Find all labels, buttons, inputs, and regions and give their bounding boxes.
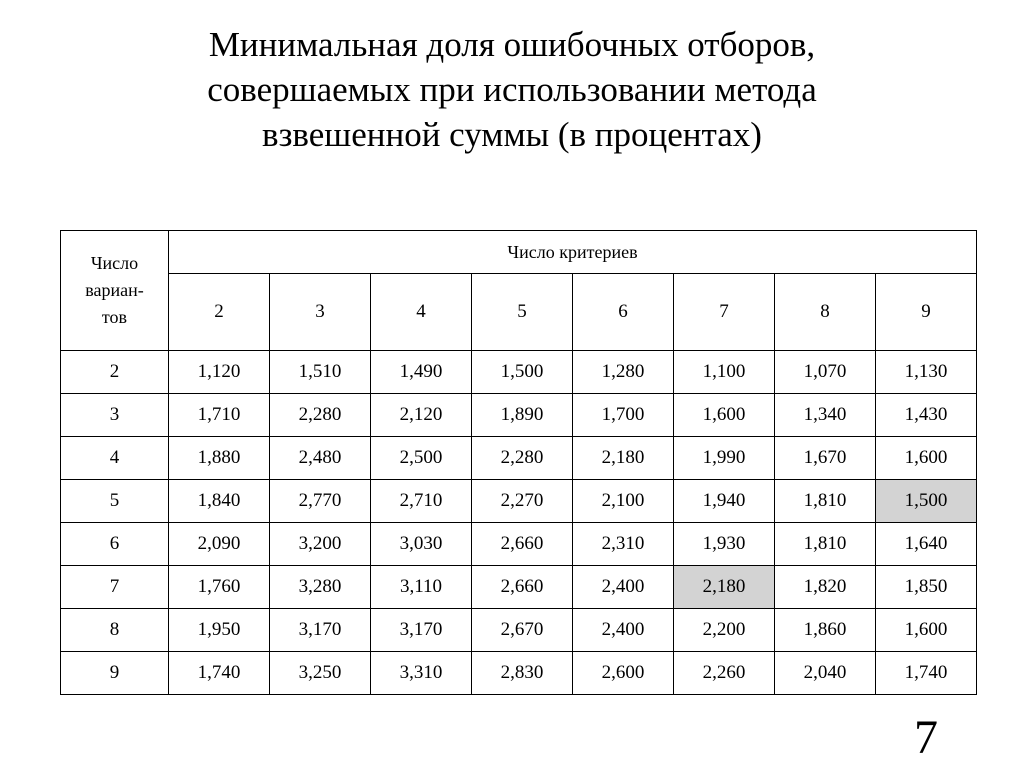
table-cell: 1,990 bbox=[674, 437, 775, 480]
table-cell: 2,260 bbox=[674, 652, 775, 695]
title-line: совершаемых при использовании метода bbox=[207, 70, 817, 109]
table-cell: 2,660 bbox=[472, 566, 573, 609]
table-cell: 1,840 bbox=[169, 480, 270, 523]
table-cell: 2,310 bbox=[573, 523, 674, 566]
column-group-header: Число критериев bbox=[169, 231, 977, 274]
slide-title bbox=[0, 22, 1024, 157]
table-cell: 1,950 bbox=[169, 609, 270, 652]
row-label-cell: 8 bbox=[61, 609, 169, 652]
column-header-cell: 7 bbox=[674, 274, 775, 351]
table-cell: 2,280 bbox=[270, 394, 371, 437]
row-label-cell: 6 bbox=[61, 523, 169, 566]
table-cell: 2,280 bbox=[472, 437, 573, 480]
table-cell: 3,030 bbox=[371, 523, 472, 566]
row-header-cell bbox=[61, 231, 169, 351]
table-cell: 1,740 bbox=[169, 652, 270, 695]
table-cell: 2,090 bbox=[169, 523, 270, 566]
table-cell: 2,500 bbox=[371, 437, 472, 480]
row-header-line: тов bbox=[101, 307, 128, 327]
table-cell: 2,040 bbox=[775, 652, 876, 695]
row-header-line: вариан- bbox=[85, 280, 144, 300]
table-cell: 2,100 bbox=[573, 480, 674, 523]
row-label-cell: 4 bbox=[61, 437, 169, 480]
row-label-cell: 9 bbox=[61, 652, 169, 695]
table-cell: 1,600 bbox=[876, 609, 977, 652]
row-label-cell: 5 bbox=[61, 480, 169, 523]
row-header-line: Число bbox=[90, 253, 139, 273]
table-cell: 1,120 bbox=[169, 351, 270, 394]
title-line: взвешенной суммы (в процентах) bbox=[262, 115, 762, 154]
column-header-cell: 9 bbox=[876, 274, 977, 351]
table-cell: 1,600 bbox=[876, 437, 977, 480]
table-cell: 1,850 bbox=[876, 566, 977, 609]
table-cell: 3,170 bbox=[371, 609, 472, 652]
table-cell: 1,810 bbox=[775, 523, 876, 566]
page-number: 7 bbox=[914, 711, 938, 764]
table-cell: 2,480 bbox=[270, 437, 371, 480]
table-cell: 1,890 bbox=[472, 394, 573, 437]
table-cell: 2,830 bbox=[472, 652, 573, 695]
column-header-cell: 3 bbox=[270, 274, 371, 351]
table-row bbox=[61, 437, 977, 480]
error-rate-table bbox=[60, 230, 977, 695]
table-row bbox=[61, 480, 977, 523]
column-header-cell: 8 bbox=[775, 274, 876, 351]
row-label-cell: 3 bbox=[61, 394, 169, 437]
table-row bbox=[61, 609, 977, 652]
column-header-row bbox=[61, 274, 977, 351]
table-cell: 2,660 bbox=[472, 523, 573, 566]
table-cell: 1,490 bbox=[371, 351, 472, 394]
table-cell: 3,280 bbox=[270, 566, 371, 609]
table-cell: 2,600 bbox=[573, 652, 674, 695]
table-cell: 1,500 bbox=[876, 480, 977, 523]
table-cell: 2,400 bbox=[573, 609, 674, 652]
table-cell: 1,280 bbox=[573, 351, 674, 394]
table-cell: 2,400 bbox=[573, 566, 674, 609]
column-header-cell: 6 bbox=[573, 274, 674, 351]
table-cell: 1,700 bbox=[573, 394, 674, 437]
column-header-cell: 4 bbox=[371, 274, 472, 351]
table-row bbox=[61, 351, 977, 394]
column-header-cell: 2 bbox=[169, 274, 270, 351]
table-cell: 1,760 bbox=[169, 566, 270, 609]
table-cell: 1,070 bbox=[775, 351, 876, 394]
table-cell: 1,130 bbox=[876, 351, 977, 394]
table-cell: 1,880 bbox=[169, 437, 270, 480]
title-line: Минимальная доля ошибочных отборов, bbox=[208, 25, 816, 64]
table-cell: 1,860 bbox=[775, 609, 876, 652]
table-row bbox=[61, 394, 977, 437]
column-header-cell: 5 bbox=[472, 274, 573, 351]
table-cell: 1,430 bbox=[876, 394, 977, 437]
table-cell: 2,120 bbox=[371, 394, 472, 437]
table-cell: 1,640 bbox=[876, 523, 977, 566]
row-label-cell: 2 bbox=[61, 351, 169, 394]
table-cell: 3,110 bbox=[371, 566, 472, 609]
table-cell: 2,180 bbox=[573, 437, 674, 480]
table-cell: 3,310 bbox=[371, 652, 472, 695]
table-cell: 1,510 bbox=[270, 351, 371, 394]
table-cell: 2,200 bbox=[674, 609, 775, 652]
table-cell: 2,180 bbox=[674, 566, 775, 609]
table-cell: 1,940 bbox=[674, 480, 775, 523]
table-cell: 1,340 bbox=[775, 394, 876, 437]
table-cell: 3,200 bbox=[270, 523, 371, 566]
table-cell: 1,740 bbox=[876, 652, 977, 695]
table-cell: 1,930 bbox=[674, 523, 775, 566]
table-cell: 2,670 bbox=[472, 609, 573, 652]
table-cell: 3,170 bbox=[270, 609, 371, 652]
table-cell: 2,770 bbox=[270, 480, 371, 523]
table-cell: 2,710 bbox=[371, 480, 472, 523]
table-cell: 1,600 bbox=[674, 394, 775, 437]
table-row bbox=[61, 523, 977, 566]
row-label-cell: 7 bbox=[61, 566, 169, 609]
table-cell: 2,270 bbox=[472, 480, 573, 523]
table-cell: 1,670 bbox=[775, 437, 876, 480]
table-cell: 1,810 bbox=[775, 480, 876, 523]
table-row bbox=[61, 566, 977, 609]
table-row bbox=[61, 652, 977, 695]
table-cell: 1,500 bbox=[472, 351, 573, 394]
table-cell: 3,250 bbox=[270, 652, 371, 695]
table-cell: 1,820 bbox=[775, 566, 876, 609]
table-cell: 1,710 bbox=[169, 394, 270, 437]
table-cell: 1,100 bbox=[674, 351, 775, 394]
